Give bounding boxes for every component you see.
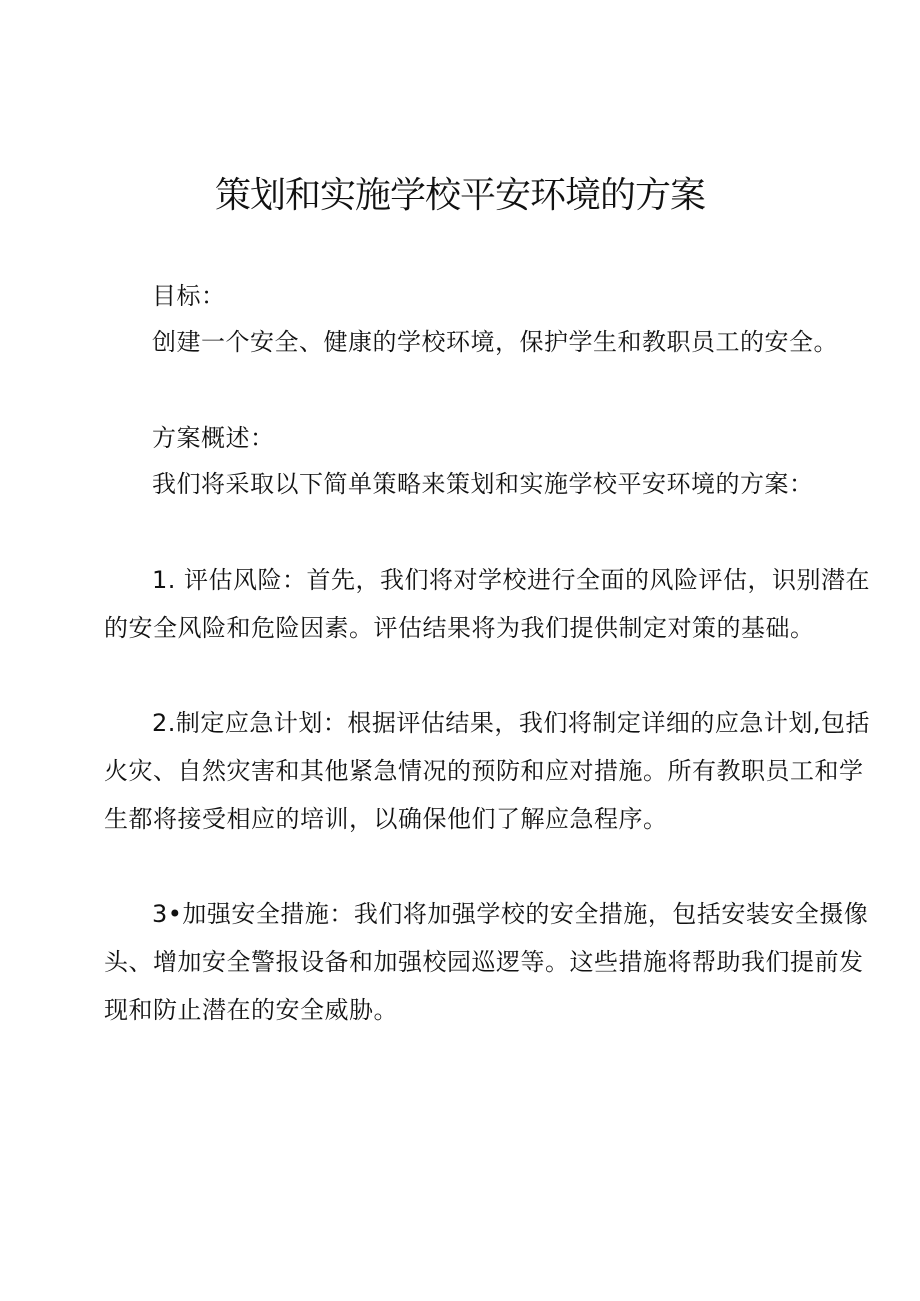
goal-heading: 目标： — [152, 282, 226, 310]
item3-line2: 头、增加安全警报设备和加强校园巡逻等。这些措施将帮助我们提前发 — [104, 948, 864, 976]
item3-line1: 3•加强安全措施：我们将加强学校的安全措施，包括安装安全摄像 — [152, 900, 869, 928]
item3-line3: 现和防止潜在的安全威胁。 — [104, 996, 398, 1024]
overview-heading: 方案概述： — [152, 424, 275, 452]
goal-text: 创建一个安全、健康的学校环境，保护学生和教职员工的安全。 — [152, 328, 838, 356]
item1-line1: 1. 评估风险：首先，我们将对学校进行全面的风险评估，识别潜在 — [152, 566, 871, 594]
item2-line2: 火灾、自然灾害和其他紧急情况的预防和应对措施。所有教职员工和学 — [104, 757, 864, 785]
item2-line1: 2.制定应急计划：根据评估结果，我们将制定详细的应急计划,包括 — [152, 709, 871, 737]
overview-text: 我们将采取以下简单策略来策划和实施学校平安环境的方案： — [152, 470, 814, 498]
document-title: 策划和实施学校平安环境的方案 — [214, 175, 705, 216]
item2-line3: 生都将接受相应的培训，以确保他们了解应急程序。 — [104, 805, 668, 833]
item1-line2: 的安全风险和危险因素。评估结果将为我们提供制定对策的基础。 — [104, 614, 815, 642]
